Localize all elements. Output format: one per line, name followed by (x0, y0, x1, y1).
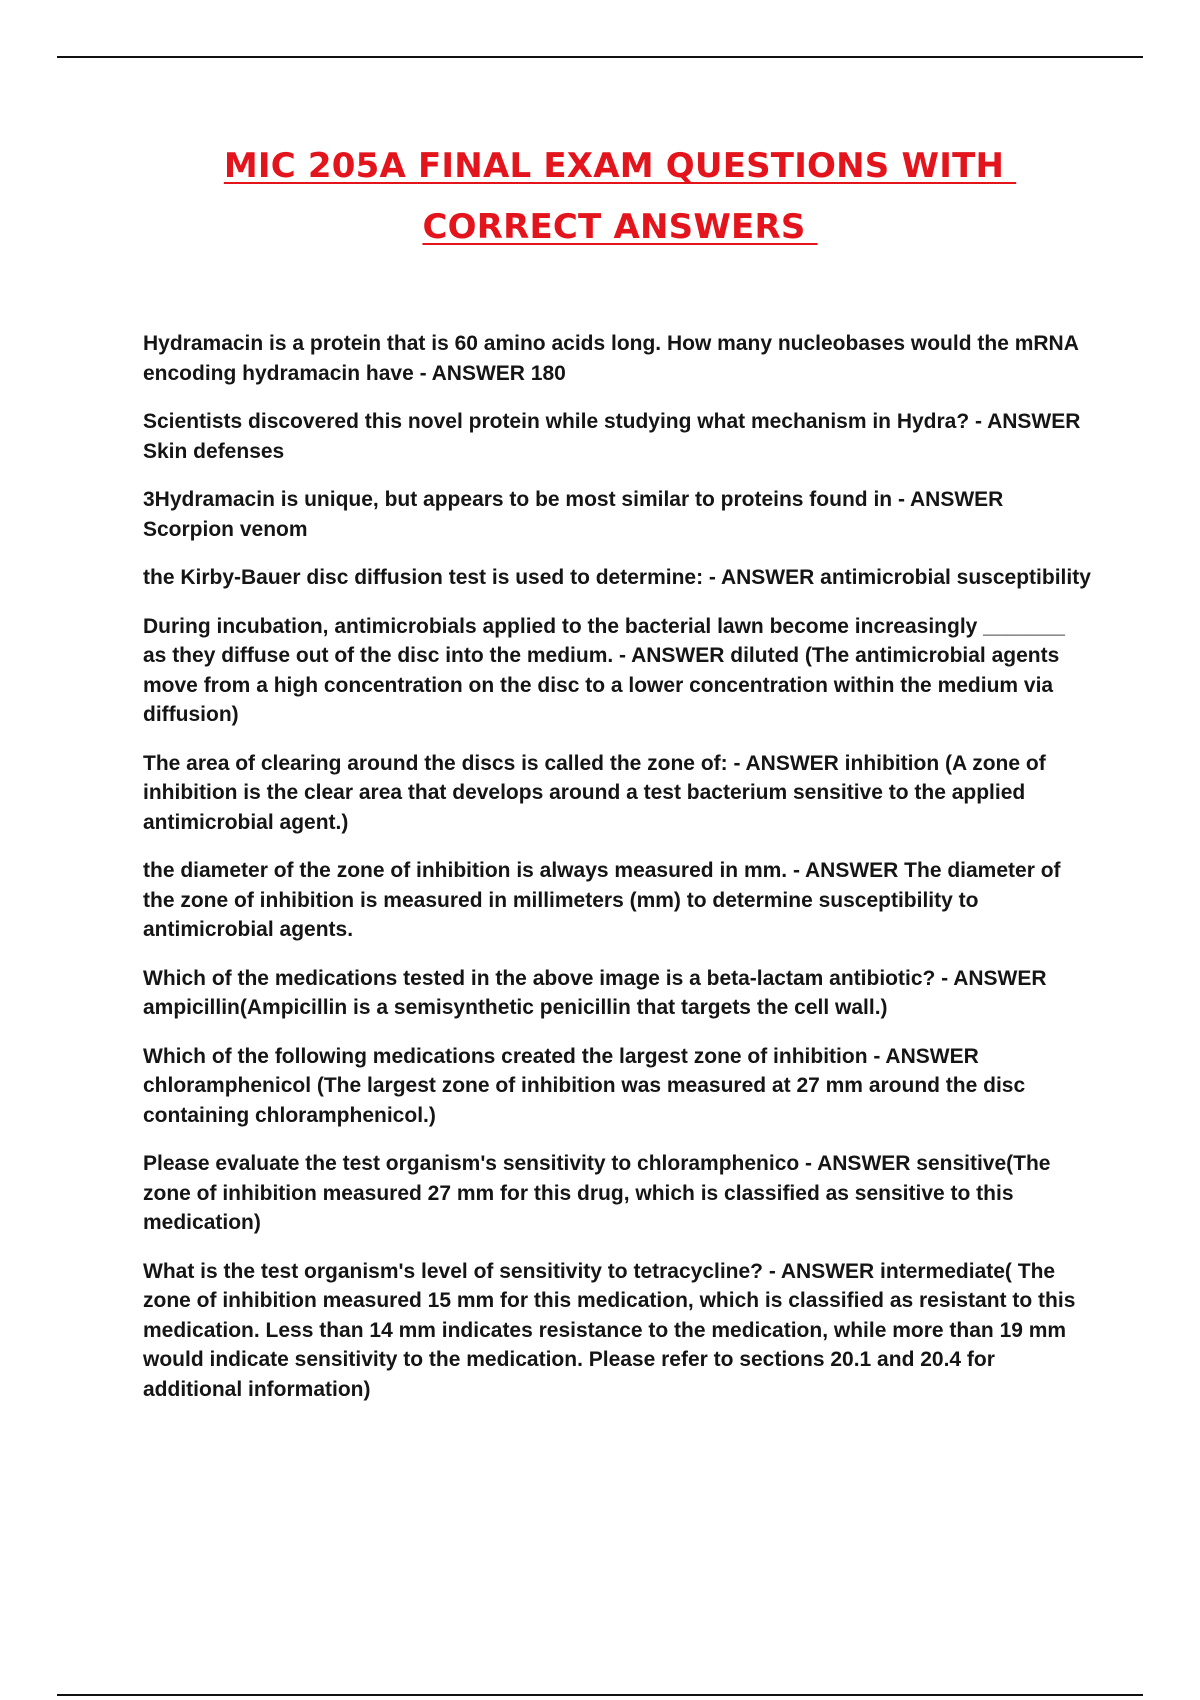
qa-list (143, 329, 1093, 1423)
qa-entry: Which of the medications tested in the above image is a beta-lactam antibiotic? - ANSWER ampicillin(Ampicillin is a semisynthetic penicillin that targets the cell wall.) (143, 966, 1047, 1019)
qa-entry: The area of clearing around the discs is called the zone of: - ANSWER inhibition (A zone of inhibition is the clear area that develops around a test bacterium sensitive to the applied antimicrobial agent.) (143, 751, 1046, 834)
document-title (0, 142, 1200, 264)
qa-entry: the diameter of the zone of inhibition is always measured in mm. - ANSWER The diameter of the zone of inhibition is measured in millimeters (mm) to determine susceptibility to antimicrobial agents. (143, 859, 1061, 941)
qa-entry: Please evaluate the test organism's sensitivity to chloramphenico - ANSWER sensitive(The zone of inhibition measured 27 mm for this drug, which is classified as sensitive to this medication) (143, 1152, 1051, 1234)
bottom-divider (57, 1694, 1143, 1696)
top-divider (57, 56, 1143, 58)
qa-entry: Scientists discovered this novel protein while studying what mechanism in Hydra? - ANSWER Skin defenses (143, 410, 1081, 463)
qa-entry: During incubation, antimicrobials applied to the bacterial lawn become increasingly _______ as they diffuse out of the disc into the medium. - ANSWER diluted (The antimicrobial agents move from a high concentration on the disc to a lower concentration within the medium via diffusion) (143, 614, 1065, 726)
qa-entry: the Kirby-Bauer disc diffusion test is used to determine: - ANSWER antimicrobial susceptibility (143, 566, 1091, 589)
qa-entry: Hydramacin is a protein that is 60 amino acids long. How many nucleobases would the mRNA encoding hydramacin have - ANSWER 180 (143, 332, 1079, 385)
title-line-1: MIC 205A FINAL EXAM QUESTIONS WITH (223, 146, 1017, 186)
title-line-2: CORRECT ANSWERS (422, 207, 818, 247)
qa-entry: Which of the following medications created the largest zone of inhibition - ANSWER chloramphenicol (The largest zone of inhibition was measured at 27 mm around the disc containing chloramphenicol.) (143, 1044, 1026, 1127)
qa-entry: 3Hydramacin is unique, but appears to be most similar to proteins found in - ANSWER Scorpion venom (143, 488, 1004, 541)
qa-entry: What is the test organism's level of sensitivity to tetracycline? - ANSWER intermediate( The zone of inhibition measured 15 mm for this medication, which is classified as resistant to this medication. Less than 14 mm indicates resistance to the medication, while more than 19 mm would indicate sensitivity to the medication. Please refer to sections 20.1 and 20.4 for additional information) (143, 1259, 1076, 1401)
